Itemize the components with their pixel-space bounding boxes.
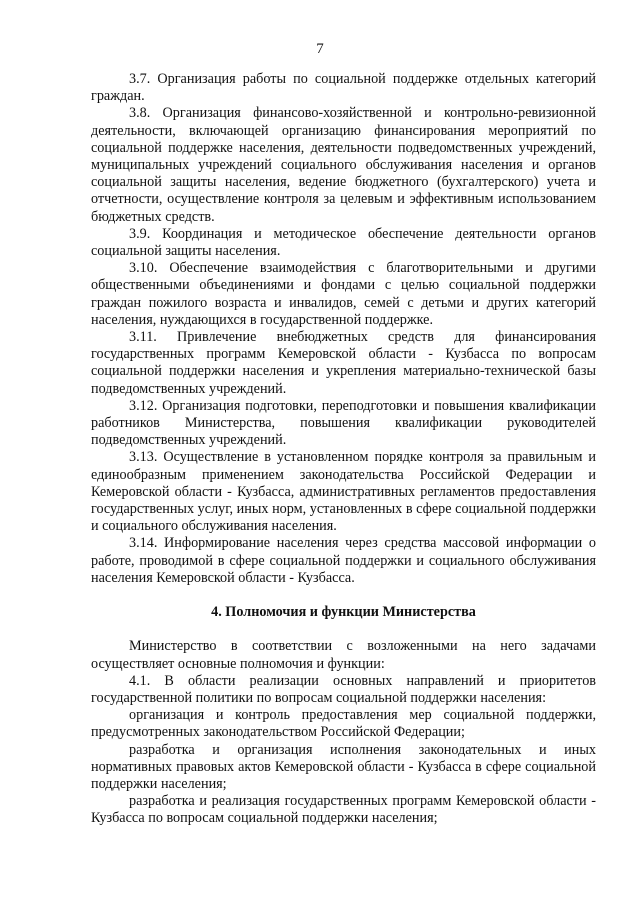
paragraph-3-8: 3.8. Организация финансово-хозяйственной и контрольно-ревизионной деятельности, включающей организацию финансирования мероприятий по социальной поддержке населения, деятельности подведомственных учреждений, муниципальных учреждений социального обслуживания населения и органов социальной защиты населения, ведение бюджетного (бухгалтерского) учета и отчетности, осуществление контроля за целевым и эффективным использованием бюджетных средств. bbox=[91, 105, 596, 225]
document-body bbox=[91, 71, 596, 828]
paragraph-item: разработка и реализация государственных программ Кемеровской области - Кузбасса по вопросам социальной поддержки населения; bbox=[91, 793, 596, 827]
paragraph-item: организация и контроль предоставления мер социальной поддержки, предусмотренных законодательством Российской Федерации; bbox=[91, 707, 596, 741]
section-heading: 4. Полномочия и функции Министерства bbox=[211, 604, 476, 621]
paragraph-item: разработка и организация исполнения законодательных и иных нормативных правовых актов Кемеровской области - Кузбасса в сфере социальной поддержки населения; bbox=[91, 741, 596, 792]
paragraph-3-10: 3.10. Обеспечение взаимодействия с благотворительными и другими общественными объединениями и фондами с целью социальной поддержки граждан пожилого возраста и инвалидов, семей с детьми и других категорий населения, нуждающихся в государственной поддержке. bbox=[91, 260, 596, 328]
paragraph-3-11: 3.11. Привлечение внебюджетных средств для финансирования государственных программ Кемеровской области - Кузбасса по вопросам социальной поддержки населения и укрепления материально-технической базы подведомственных учреждений. bbox=[91, 329, 596, 397]
paragraph-3-9: 3.9. Координация и методическое обеспечение деятельности органов социальной защиты населения. bbox=[91, 225, 596, 260]
paragraph-intro: Министерство в соответствии с возложенными на него задачами осуществляет основные полномочия и функции: bbox=[91, 638, 596, 672]
page-number: 7 bbox=[316, 41, 324, 57]
paragraph-3-14: 3.14. Информирование населения через средства массовой информации о работе, проводимой в сфере социальной поддержки и социального обслуживания населения Кемеровской области - Кузбасса. bbox=[91, 535, 596, 586]
paragraph-3-7: 3.7. Организация работы по социальной поддержке отдельных категорий граждан. bbox=[91, 71, 596, 105]
paragraph-3-12: 3.12. Организация подготовки, переподготовки и повышения квалификации работников Министерства, повышения квалификации руководителей подведомственных учреждений. bbox=[91, 397, 596, 449]
paragraph-4-1: 4.1. В области реализации основных направлений и приоритетов государственной политики по вопросам социальной поддержки населения: bbox=[91, 672, 596, 706]
paragraph-3-13: 3.13. Осуществление в установленном порядке контроля за правильным и единообразным применением законодательства Российской Федерации и Кемеровской области - Кузбасса, административных регламентов предоставления государственных услуг, иных норм, установленных в сфере социальной поддержки и социального обслуживания населения. bbox=[91, 449, 596, 535]
